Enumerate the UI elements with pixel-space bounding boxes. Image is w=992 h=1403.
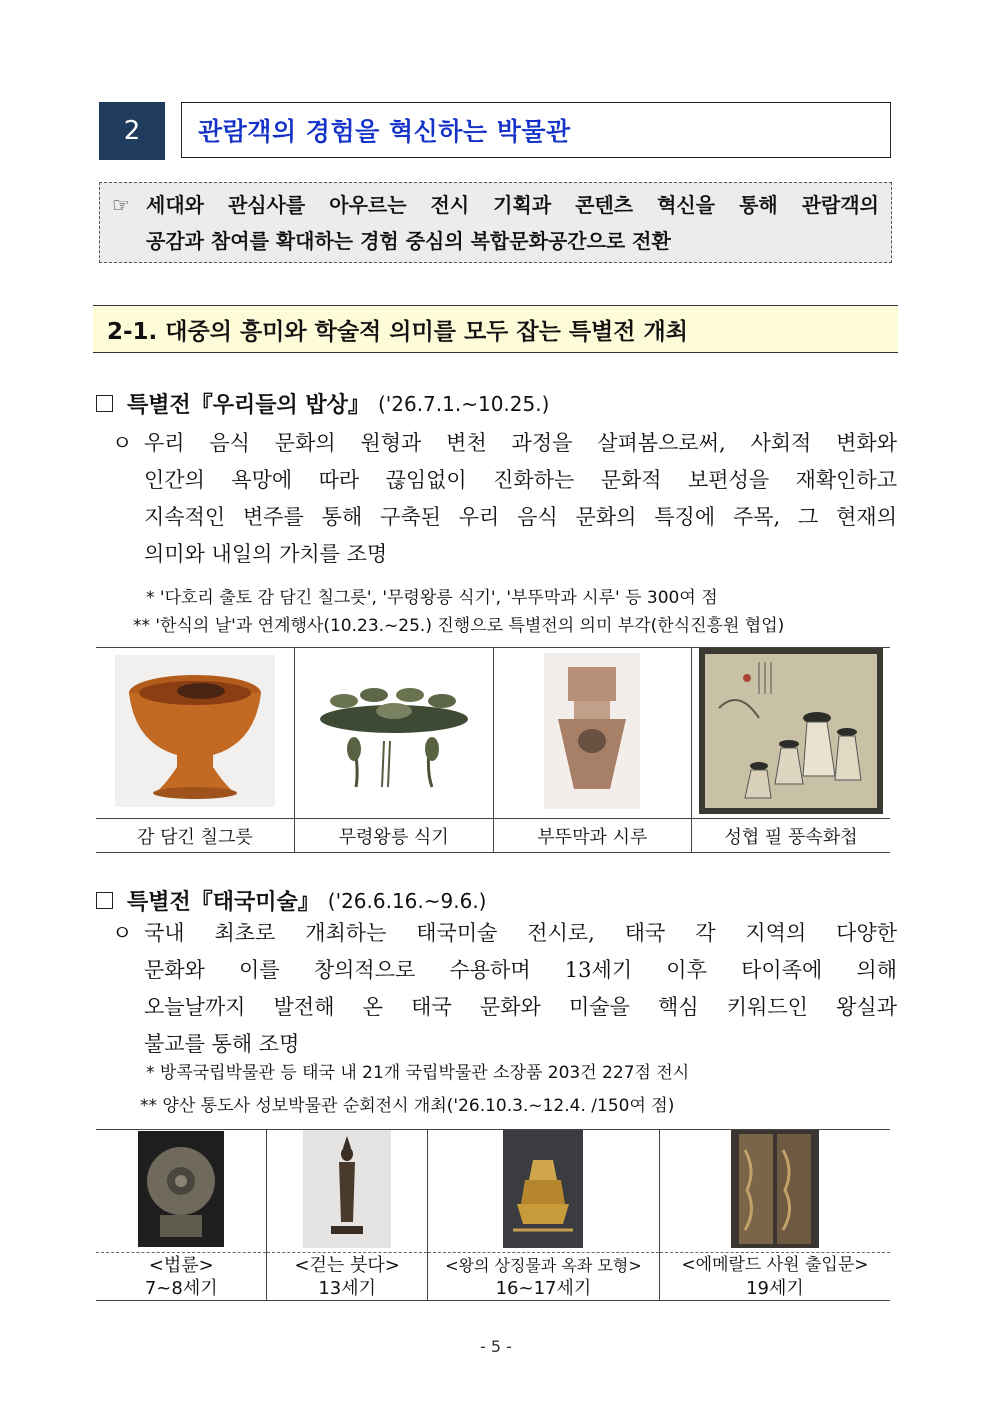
note-1: * 방콕국립박물관 등 태국 내 21개 국립박물관 소장품 203건 227점 전시 xyxy=(146,1063,690,1083)
image-caption-cell xyxy=(267,1253,428,1301)
royal-throne-model-image xyxy=(503,1130,583,1248)
tableware-image xyxy=(314,671,474,791)
section-title: 관람객의 경험을 혁신하는 박물관 xyxy=(198,117,571,146)
exhibition-2-date: ('26.6.16.~9.6.) xyxy=(327,888,487,913)
image-caption-cell xyxy=(427,1253,659,1301)
image-caption: <에메랄드 사원 출입문> xyxy=(681,1254,869,1275)
desc-line: 지속적인 변주를 통해 구축된 우리 음식 문화의 특징에 주목, 그 현재의 xyxy=(144,505,897,529)
image-period: 19세기 xyxy=(746,1277,804,1299)
pointing-hand-icon: ☞ xyxy=(112,193,130,217)
dharma-wheel-image xyxy=(138,1131,224,1247)
exhibition-2-title xyxy=(96,885,487,916)
desc-line: 불교를 통해 조명 xyxy=(144,1032,300,1056)
exhibition-2-description xyxy=(112,915,897,1063)
image-caption-cell xyxy=(659,1253,890,1301)
stove-steamer-image xyxy=(544,653,640,809)
image-period: 7~8세기 xyxy=(144,1277,218,1299)
image-caption: 성협 필 풍속화첩 xyxy=(692,819,890,853)
image-cell xyxy=(294,648,493,819)
image-caption: <법륜> xyxy=(148,1254,214,1276)
exhibition-2-name: 특별전『태국미술』 xyxy=(127,890,320,915)
exhibition-1-date: ('26.7.1.~10.25.) xyxy=(377,391,550,416)
image-cell xyxy=(493,648,691,819)
image-cell xyxy=(96,648,294,819)
image-period: 16~17세기 xyxy=(495,1277,592,1299)
subsection-title: 2-1. 대중의 흥미와 학술적 의미를 모두 잡는 특별전 개최 xyxy=(93,305,898,353)
bullet-mark: ㅇ xyxy=(112,921,133,945)
desc-line: 국내 최초로 개최하는 태국미술 전시로, 태국 각 지역의 다양한 xyxy=(144,921,897,945)
image-cell xyxy=(427,1130,659,1253)
image-cell xyxy=(267,1130,428,1253)
page-number: - 5 - xyxy=(480,1337,512,1356)
desc-line: 인간의 욕망에 따라 끊임없이 진화하는 문화적 보편성을 재확인하고 xyxy=(144,468,897,492)
image-caption: 감 담긴 칠그릇 xyxy=(96,819,294,853)
section-title-box xyxy=(181,102,891,158)
exhibition-1-image-table xyxy=(96,647,890,853)
exhibition-1-description xyxy=(112,425,897,573)
image-period: 13세기 xyxy=(318,1277,377,1299)
desc-line: 우리 음식 문화의 원형과 변천 과정을 살펴봄으로써, 사회적 변화와 xyxy=(144,431,897,455)
checkbox-square-icon xyxy=(96,892,113,909)
section-number: 2 xyxy=(99,102,165,160)
note-2: ** '한식의 날'과 연계행사(10.23.~25.) 진행으로 특별전의 의미 부각(한식진흥원 협업) xyxy=(133,616,785,636)
image-cell xyxy=(659,1130,890,1253)
temple-door-image xyxy=(731,1130,819,1248)
image-caption: <왕의 상징물과 옥좌 모형> xyxy=(445,1255,642,1275)
image-caption: 무령왕릉 식기 xyxy=(294,819,493,853)
genre-painting-image xyxy=(699,648,883,814)
lacquer-bowl-image xyxy=(115,655,275,807)
image-caption-cell xyxy=(96,1253,267,1301)
exhibition-1-title xyxy=(96,388,549,419)
image-cell xyxy=(692,648,890,819)
summary-box xyxy=(99,182,892,263)
note-2: ** 양산 통도사 성보박물관 순회전시 개최('26.10.3.~12.4. /150여 점) xyxy=(140,1096,675,1116)
exhibition-2-image-table xyxy=(96,1129,890,1301)
checkbox-square-icon xyxy=(96,395,113,412)
exhibition-1-name: 특별전『우리들의 밥상』 xyxy=(127,393,370,418)
note-1: * '다호리 출토 감 담긴 칠그릇', '무령왕릉 식기', '부뚜막과 시루' 등 300여 점 xyxy=(146,588,718,608)
desc-line: 의미와 내일의 가치를 조명 xyxy=(144,542,388,566)
image-caption: <걷는 붓다> xyxy=(294,1254,400,1276)
image-caption: 부뚜막과 시루 xyxy=(493,819,691,853)
walking-buddha-image xyxy=(303,1130,391,1248)
bullet-mark: ㅇ xyxy=(112,431,133,455)
summary-line-1: 세대와 관심사를 아우르는 전시 기획과 콘텐츠 혁신을 통해 관람객의 xyxy=(146,193,879,217)
desc-line: 오늘날까지 발전해 온 태국 문화와 미술을 핵심 키워드인 왕실과 xyxy=(144,995,897,1019)
image-cell xyxy=(96,1130,267,1253)
desc-line: 문화와 이를 창의적으로 수용하며 13세기 이후 타이족에 의해 xyxy=(144,958,897,982)
summary-line-2: 공감과 참여를 확대하는 경험 중심의 복합문화공간으로 전환 xyxy=(146,229,671,253)
